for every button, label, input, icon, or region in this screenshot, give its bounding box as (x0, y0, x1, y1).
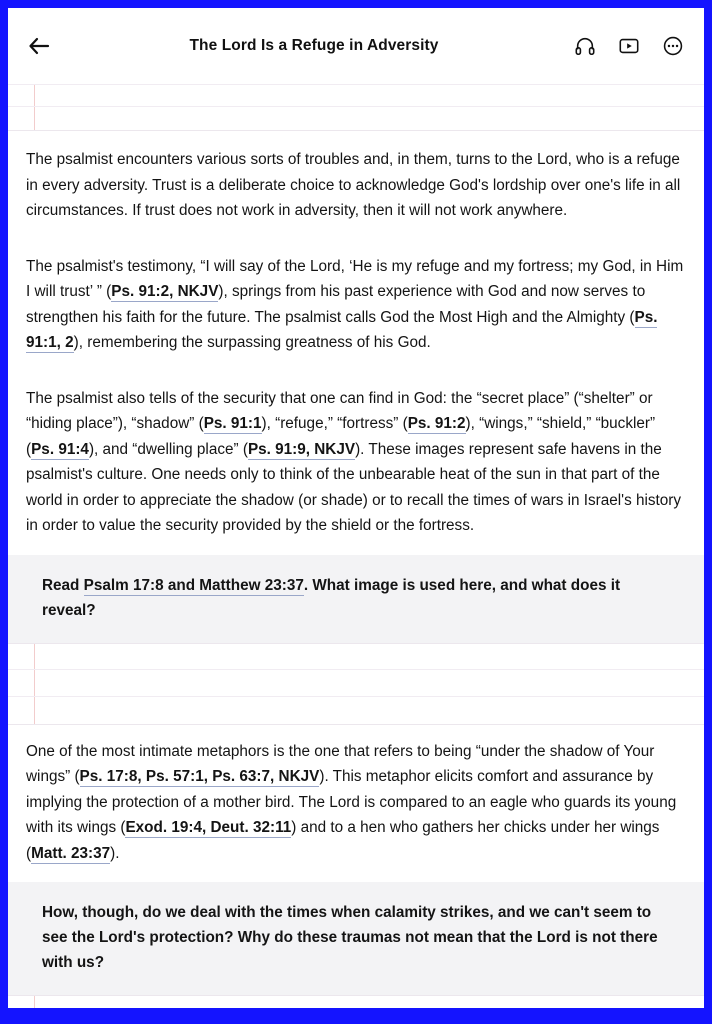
paragraph-4-text-a: One of the most intimate metaphors is the one that refers to being “under the shadow of Your wings” ( (26, 742, 655, 785)
scripture-ref-matt-23-37[interactable]: Matt. 23:37 (31, 844, 111, 862)
scripture-ref-ps-17-8-57-1-63-7-nkjv[interactable]: Ps. 17:8, Ps. 57:1, Ps. 63:7, NKJV (79, 768, 320, 785)
paragraph-3-text-e: ). These images represent safe havens in the psalmist's culture. One needs only to think of the unbearable heat of the sun in that part of the world in order to appreciate the shadow (or shade) or to recall the times of wars in Israel's history in order to value the security provided by the shield or the fortress. (26, 440, 682, 534)
scripture-ref-ps-91-2[interactable]: Ps. 91:2 (407, 415, 466, 432)
scripture-ref-ps-91-2-nkjv[interactable]: Ps. 91:2, NKJV (111, 283, 219, 300)
margin-rule (34, 84, 35, 130)
paragraph-2-text-a: The psalmist's testimony, “I will say of the Lord, ‘He is my refuge and my fortress; my God, in Him I will trust’ ” ( (26, 257, 684, 300)
paragraph-2-text-c: ), remembering the surpassing greatness of his God. (73, 334, 431, 351)
question-block-1 (8, 555, 704, 643)
paragraph-3-block (8, 372, 704, 555)
paragraph-3-text-b: ), “refuge,” “fortress” ( (261, 415, 408, 432)
paragraph-4-text-b: ). This metaphor elicits comfort and assurance by implying the protection of a mother bird. The Lord is compared to an eagle who guards its young with its wings ( (26, 768, 677, 836)
paragraph-4-text-c: ) and to a hen who gathers her chicks under her wings ( (26, 819, 660, 862)
scripture-ref-exod-19-4-deut-32-11[interactable]: Exod. 19:4, Deut. 32:11 (125, 819, 292, 836)
scripture-ref-ps-91-4[interactable]: Ps. 91:4 (31, 440, 89, 458)
answer-lines-1[interactable] (8, 643, 704, 725)
paragraph-3-text-c: ), “wings,” “shield,” “buckler” ( (26, 415, 656, 458)
paragraph-4-block (8, 725, 704, 883)
back-button[interactable] (22, 29, 56, 63)
paragraph-3 (8, 386, 704, 539)
paragraph-3-text-d: ), and “dwelling place” ( (88, 440, 248, 458)
note-lines-top[interactable] (8, 84, 704, 131)
paragraph-3-text-a: The psalmist also tells of the security that one can find in God: the “secret place” (“shelter” or “hiding place”), “shadow” ( (26, 389, 653, 432)
scripture-ref-ps-91-1[interactable]: Ps. 91:1 (203, 415, 262, 432)
question-2-text: How, though, do we deal with the times when calamity strikes, and we can't seem to see the Lord's protection? Why do these traumas not mean that the Lord is not there with us? (42, 904, 658, 971)
paragraph-2-text-b: ), springs from his past experience with God and now serves to strengthen his faith for the future. The psalmist calls God the Most High and the Almighty ( (26, 283, 646, 326)
question-1-lead: Read (42, 576, 84, 594)
paragraph-2 (8, 254, 704, 356)
scripture-ref-psalm-17-8-matthew-23-37[interactable]: Psalm 17:8 and Matthew 23:37 (83, 576, 304, 594)
top-bar (8, 8, 704, 84)
scripture-ref-ps-91-1-2[interactable]: Ps. 91:1, 2 (26, 308, 658, 351)
question-1-text (42, 573, 670, 623)
margin-rule (34, 644, 35, 724)
lesson-page (8, 8, 704, 1008)
page-title: The Lord Is a Refuge in Adversity (189, 37, 439, 54)
more-options-button[interactable] (660, 33, 686, 59)
headphones-icon (574, 35, 596, 57)
audio-button[interactable] (572, 33, 598, 59)
margin-rule (34, 996, 35, 1008)
arrow-left-icon (28, 37, 50, 55)
paragraph-4 (8, 739, 704, 867)
paragraph-1-block (8, 131, 704, 240)
video-button[interactable] (616, 33, 642, 59)
video-icon (618, 35, 640, 57)
more-options-icon (662, 35, 684, 57)
question-1-tail: . What image is used here, and what does it reveal? (42, 576, 621, 619)
paragraph-2-block (8, 240, 704, 372)
question-block-2 (8, 882, 704, 995)
lesson-content (8, 131, 704, 1008)
paragraph-4-text-d: ). (110, 844, 120, 862)
scripture-ref-ps-91-9-nkjv[interactable]: Ps. 91:9, NKJV (247, 440, 356, 458)
paragraph-1: The psalmist encounters various sorts of troubles and, in them, turns to the Lord, who is a refuge in every adversity. Trust is a deliberate choice to acknowledge God's lordship over one's life in all circumstances. If trust does not work in adversity, then it will not work anywhere. (26, 151, 681, 219)
header-actions (572, 33, 690, 59)
answer-lines-2[interactable] (8, 995, 704, 1008)
